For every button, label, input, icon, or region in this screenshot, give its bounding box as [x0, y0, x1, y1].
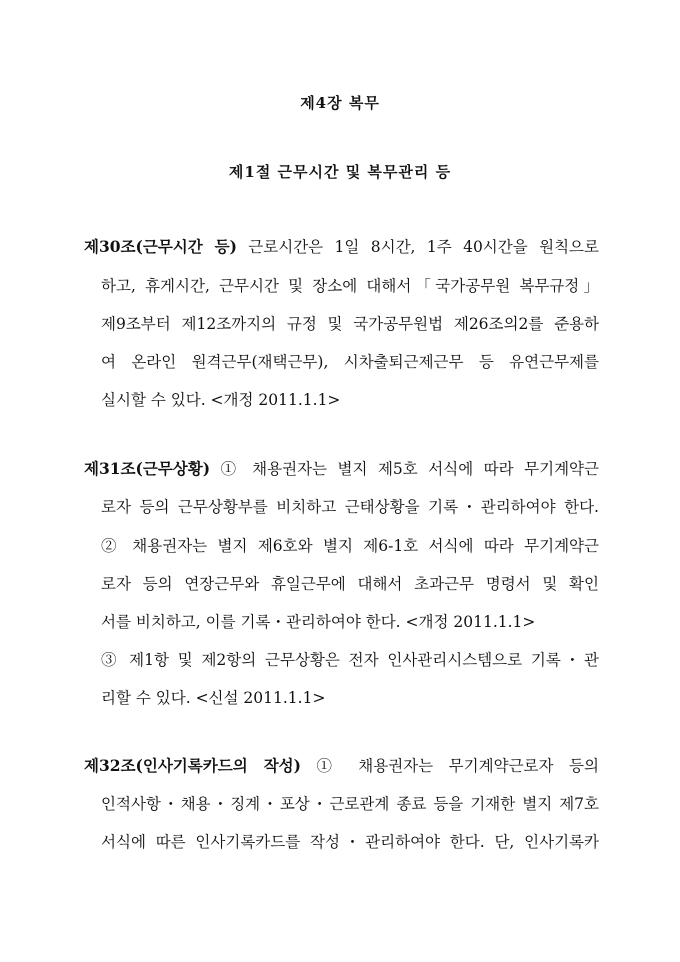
article-32-first-line [84, 756, 599, 776]
article-32-label: 제32조(인사기록카드의 작성) [84, 756, 301, 775]
article-31-line: 로자 등의 연장근무와 휴일근무에 대해서 초과근무 명령서 및 확인 [101, 575, 599, 593]
article-32-line: 서식에 따른 인사기록카드를 작성・관리하여야 한다. 단, 인사기록카 [101, 833, 599, 851]
article-31-line: 서를 비치하고, 이를 기록・관리하여야 한다. <개정 2011.1.1> [101, 613, 536, 631]
article-30-first-line [84, 237, 599, 257]
article-30-line: 제9조부터 제12조까지의 규정 및 국가공무원법 제26조의2를 준용하 [101, 315, 599, 333]
article-31-first-line [84, 459, 599, 479]
chapter-title: 제4장 복무 [300, 94, 380, 112]
article-31-text: ① 채용권자는 별지 제5호 서식에 따라 무기계약근 [210, 460, 599, 478]
article-31-label: 제31조(근무상황) [84, 459, 211, 478]
article-31-line: 리할 수 있다. <신설 2011.1.1> [101, 689, 326, 707]
article-30-line: 여 온라인 원격근무(재택근무), 시차출퇴근제근무 등 유연근무제를 [101, 353, 599, 371]
article-31-line: ② 채용권자는 별지 제6호와 별지 제6-1호 서식에 따라 무기계약근 [101, 537, 599, 555]
article-31-line: 로자 등의 근무상황부를 비치하고 근태상황을 기록・관리하여야 한다. [101, 498, 599, 516]
article-30-line: 하고, 휴게시간, 근무시간 및 장소에 대해서「국가공무원 복무규정」 [101, 277, 599, 295]
article-32-text: ① 채용권자는 무기계약근로자 등의 [300, 757, 599, 775]
section-title: 제1절 근무시간 및 복무관리 등 [228, 163, 452, 181]
article-31-line: ③ 제1항 및 제2항의 근무상황은 전자 인사관리시스템으로 기록・관 [101, 651, 599, 669]
article-30-text: 근로시간은 1일 8시간, 1주 40시간을 원칙으로 [236, 238, 599, 256]
article-30-label: 제30조(근무시간 등) [84, 237, 237, 256]
article-30-line: 실시할 수 있다. <개정 2011.1.1> [101, 391, 341, 409]
article-32-line: 인적사항・채용・징계・포상・근로관계 종료 등을 기재한 별지 제7호 [101, 795, 599, 813]
